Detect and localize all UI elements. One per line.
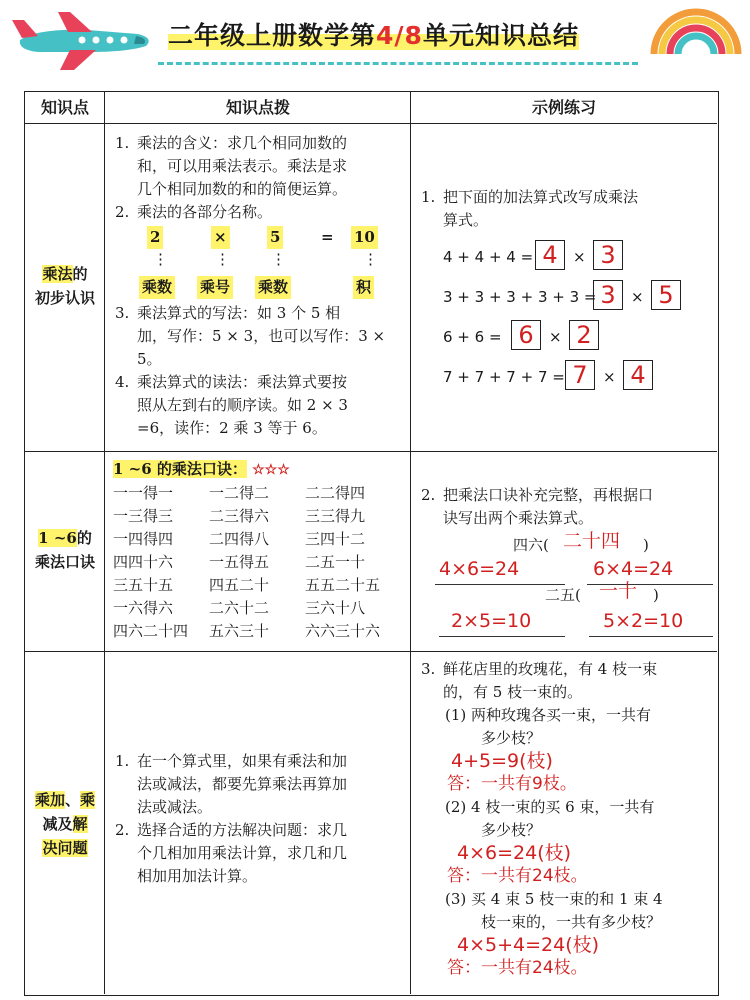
title-dashed-underline — [158, 62, 638, 65]
topic-text: 减及 — [42, 815, 73, 833]
example-line: 诀写出两个乘法算式。 — [443, 509, 594, 527]
rainbow-icon — [648, 6, 744, 56]
topic-keyword: 1 ~6 — [38, 529, 77, 547]
example-number: 3. — [421, 660, 436, 678]
koujue-item: 五五二十五 — [305, 576, 381, 594]
equation-lhs: 7 + 7 + 7 + 7 = — [443, 368, 565, 386]
example-line: 把乘法口诀补充完整，再根据口 — [443, 486, 654, 504]
part-name: 乘数 — [139, 276, 175, 299]
handwritten-answer: 4 — [542, 241, 558, 269]
point-line: 法或减法。 — [137, 798, 213, 816]
example-question — [417, 484, 713, 530]
equation-row — [417, 318, 713, 358]
koujue-item: 一三得三 — [113, 507, 174, 525]
example-cell-2 — [417, 484, 713, 644]
koujue-item: 四五二十 — [209, 576, 270, 594]
sub-question-line: (3) 买 4 束 5 枝一束的和 1 束 4 — [445, 890, 663, 908]
handwritten-answer: 答：一共有24枝。 — [447, 866, 588, 886]
koujue-row — [113, 528, 409, 551]
point-number: 3. — [115, 304, 130, 322]
part-value: = — [321, 228, 334, 246]
topic-multiplication-intro — [25, 262, 105, 310]
answer-box — [535, 240, 565, 270]
dots-icon: ⋮ — [215, 250, 230, 268]
page-header — [0, 0, 750, 82]
example-question — [417, 658, 713, 704]
point-number: 1. — [115, 134, 130, 152]
answer-line — [439, 636, 565, 637]
sub-question-line: 多少枝？ — [481, 729, 542, 747]
example-question — [417, 186, 713, 232]
handwritten-equation: 5×2=10 — [603, 610, 684, 632]
koujue-item: 一一得一 — [113, 484, 174, 502]
times-sign: × — [573, 248, 586, 266]
dots-icon: ⋮ — [153, 250, 168, 268]
koujue-item: 二五一十 — [305, 553, 366, 571]
handwritten-answer: 5 — [658, 281, 674, 309]
sub-question-line: (1) 两种玫瑰各买一束，一共有 — [445, 706, 652, 724]
point-line: 乘法算式的读法：乘法算式要按 — [137, 373, 348, 391]
koujue-row — [113, 574, 409, 597]
handwritten-equation: 4+5=9(枝) — [451, 750, 553, 772]
equation-lhs: 4 + 4 + 4 = — [443, 248, 534, 266]
handwritten-answer: 2 — [576, 321, 592, 349]
koujue-row — [113, 551, 409, 574]
koujue-item: 二四得八 — [209, 530, 270, 548]
col-header-examples: 示例练习 — [531, 98, 596, 117]
point-line: 选择合适的方法解决问题：求几 — [137, 821, 348, 839]
koujue-item: 一二得二 — [209, 484, 270, 502]
topic-text: 、 — [64, 791, 80, 809]
page-title — [168, 16, 638, 56]
handwritten-equation: 2×5=10 — [451, 610, 532, 632]
point-line: 乘法的各部分名称。 — [137, 203, 273, 221]
koujue-item: 一五得五 — [209, 553, 270, 571]
handwritten-answer: 答：一共有24枝。 — [447, 958, 588, 978]
column-divider — [410, 92, 411, 994]
point-line: 相加用加法计算。 — [137, 867, 258, 885]
point-line: 照从左到右的顺序读。如 2 × 3 — [137, 396, 348, 414]
point-item — [111, 201, 407, 224]
answer-box — [651, 280, 681, 310]
handwritten-answer: 4 — [630, 361, 646, 389]
koujue-prompt: ) — [643, 536, 649, 554]
dots-icon: ⋮ — [363, 250, 378, 268]
equation-row — [417, 238, 713, 278]
sub-question-line: (2) 4 枝一束的买 6 束，一共有 — [445, 798, 655, 816]
sub-question-line: 枝一束的，一共有多少枝？ — [481, 913, 662, 931]
point-line: 加，写作：5 × 3，也可以写作：3 × — [137, 327, 386, 345]
koujue-prompt: ) — [653, 586, 659, 604]
koujue-table — [113, 482, 409, 643]
point-item — [111, 302, 407, 371]
topic-mixed-operations — [25, 788, 105, 860]
topic-text: 的 — [72, 265, 88, 283]
point-number: 1. — [115, 752, 130, 770]
koujue-item: 三五十五 — [113, 576, 174, 594]
koujue-item: 二二得四 — [305, 484, 366, 502]
point-item — [111, 750, 407, 819]
koujue-item: 三四十二 — [305, 530, 366, 548]
koujue-item: 二六十二 — [209, 599, 270, 617]
handwritten-answer: 二十四 — [563, 530, 621, 552]
point-number: 2. — [115, 203, 130, 221]
point-number: 4. — [115, 373, 130, 391]
koujue-item: 四六二十四 — [113, 622, 189, 640]
equation-lhs: 6 + 6 = — [443, 328, 502, 346]
knowledge-table — [24, 91, 719, 996]
koujue-item: 四四十六 — [113, 553, 174, 571]
col-header-points: 知识点拨 — [225, 98, 290, 117]
handwritten-answer: 7 — [572, 361, 588, 389]
part-name: 乘号 — [197, 276, 233, 299]
example-line: 把下面的加法算式改写成乘法 — [443, 188, 639, 206]
title-unit-number: 4/8 — [376, 21, 423, 50]
koujue-item: 六六三十六 — [305, 622, 381, 640]
example-line: 算式。 — [443, 211, 489, 229]
multiplication-parts-diagram — [115, 224, 407, 302]
part-name: 积 — [353, 276, 374, 299]
example-number: 1. — [421, 188, 436, 206]
points-cell-2 — [113, 458, 409, 643]
point-line: 几个相同加数的和的简便运算。 — [137, 180, 348, 198]
example-cell-1 — [417, 186, 713, 398]
handwritten-equation: 4×5+4=24(枝) — [457, 934, 600, 956]
sub-question — [417, 796, 713, 842]
koujue-row — [113, 505, 409, 528]
star-icon: ☆☆☆ — [252, 462, 290, 478]
koujue-row — [113, 597, 409, 620]
part-value: 5 — [267, 226, 283, 249]
point-line: 乘法的含义：求几个相同加数的 — [137, 134, 348, 152]
example-cell-3 — [417, 658, 713, 992]
row-divider — [25, 451, 717, 452]
title-suffix: 单元知识总结 — [422, 21, 579, 50]
points-cell-3 — [111, 750, 407, 888]
handwritten-answer: 答：一共有9枝。 — [447, 774, 577, 794]
handwritten-answer: 3 — [600, 241, 616, 269]
handwritten-equation: 4×6=24(枝) — [457, 842, 572, 864]
koujue-item: 五六三十 — [209, 622, 270, 640]
koujue-item: 三六十八 — [305, 599, 366, 617]
part-name: 乘数 — [255, 276, 291, 299]
koujue-item: 一六得六 — [113, 599, 174, 617]
title-prefix: 二年级上册数学第 — [168, 21, 377, 50]
koujue-prompt: 四六( — [513, 536, 549, 554]
airplane-icon — [8, 10, 158, 72]
times-sign: × — [631, 288, 644, 306]
point-line: 在一个算式里，如果有乘法和加 — [137, 752, 348, 770]
answer-box — [569, 320, 599, 350]
times-sign: × — [549, 328, 562, 346]
topic-text: 乘法口诀 — [34, 553, 95, 571]
answer-box — [565, 360, 595, 390]
sub-question — [417, 888, 713, 934]
handwritten-answer: 一十 — [599, 580, 638, 602]
topic-text: 初步认识 — [34, 289, 95, 307]
point-item — [111, 132, 407, 201]
handwritten-equation: 4×6=24 — [439, 558, 520, 580]
topic-text: 的 — [76, 529, 92, 547]
row-divider — [25, 651, 717, 652]
topic-keyword: 解 — [72, 815, 88, 833]
topic-keyword: 乘法 — [42, 265, 73, 283]
topic-keyword: 决问题 — [42, 839, 88, 857]
part-value: 2 — [147, 226, 163, 249]
equation-row — [417, 358, 713, 398]
equation-row — [417, 278, 713, 318]
point-line: 法或减法，都要先算乘法再算加 — [137, 775, 348, 793]
koujue-row — [113, 620, 409, 643]
part-value: 10 — [351, 226, 378, 249]
point-line: =6，读作：2 乘 3 等于 6。 — [137, 419, 327, 437]
point-line: 个几相加用乘法计算，求几和几 — [137, 844, 348, 862]
table-header-row — [25, 92, 717, 124]
topic-multiplication-table — [25, 526, 105, 574]
sub-question — [417, 704, 713, 750]
koujue-item: 一四得四 — [113, 530, 174, 548]
topic-keyword: 乘加 — [34, 791, 65, 809]
times-sign: × — [603, 368, 616, 386]
koujue-item: 三三得九 — [305, 507, 366, 525]
koujue-heading: 1 ~6 的乘法口诀： — [113, 460, 247, 478]
point-line: 和，可以用乘法表示。乘法是求 — [137, 157, 348, 175]
answer-box — [623, 360, 653, 390]
example-line: 鲜花店里的玫瑰花，有 4 枝一束 — [443, 660, 658, 678]
point-line: 5。 — [137, 350, 162, 368]
answer-box — [511, 320, 541, 350]
point-line: 乘法算式的写法：如 3 个 5 相 — [137, 304, 341, 322]
equation-lhs: 3 + 3 + 3 + 3 + 3 = — [443, 288, 597, 306]
example-line: 的，有 5 枝一束的。 — [443, 683, 583, 701]
points-cell-1 — [111, 132, 407, 440]
koujue-prompt: 二五( — [545, 586, 581, 604]
topic-keyword: 乘 — [80, 791, 96, 809]
example-number: 2. — [421, 486, 436, 504]
col-header-topic: 知识点 — [40, 98, 89, 117]
sub-question-line: 多少枝？ — [481, 821, 542, 839]
answer-box — [593, 240, 623, 270]
handwritten-answer: 3 — [600, 281, 616, 309]
koujue-row — [113, 482, 409, 505]
handwritten-answer: 6 — [518, 321, 534, 349]
dots-icon: ⋮ — [271, 250, 286, 268]
point-item — [111, 371, 407, 440]
point-number: 2. — [115, 821, 130, 839]
answer-line — [589, 636, 713, 637]
point-item — [111, 819, 407, 888]
koujue-item: 二三得六 — [209, 507, 270, 525]
handwritten-equation: 6×4=24 — [593, 558, 674, 580]
answer-box — [593, 280, 623, 310]
part-value: × — [211, 226, 230, 249]
